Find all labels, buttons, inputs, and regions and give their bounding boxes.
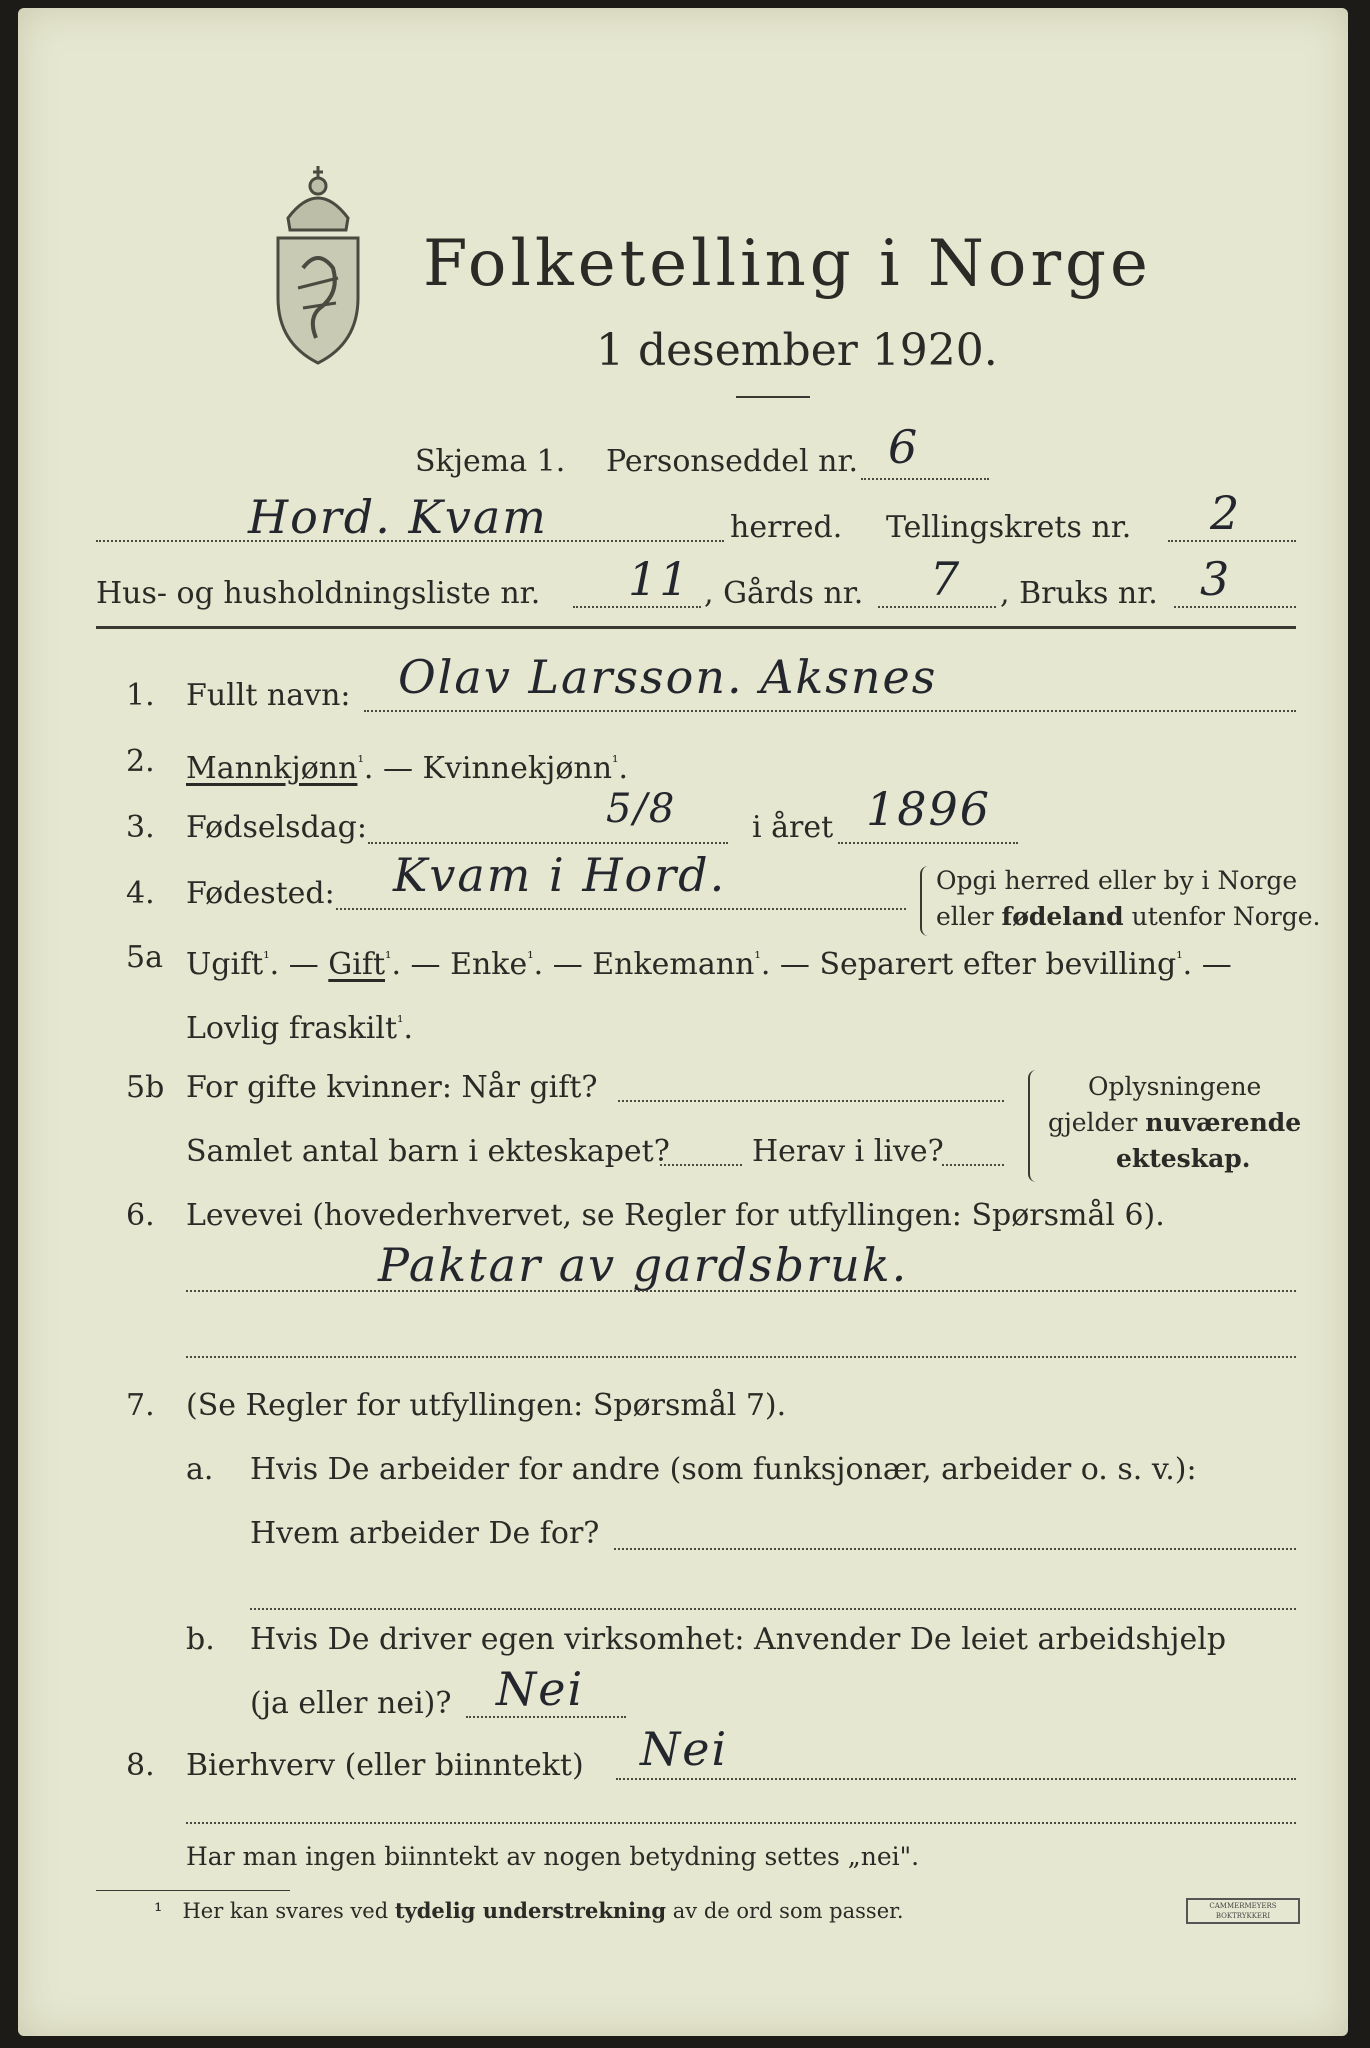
bruks-value: 3: [1200, 552, 1232, 606]
tellingskrets-line: [1168, 540, 1296, 542]
q4-label: Fødested:: [186, 876, 335, 911]
hus-value: 11: [628, 552, 691, 606]
q2-female-option: Kvinnekjønn: [422, 751, 613, 786]
q5a-separert: Separert efter bevilling: [819, 947, 1177, 982]
q5b-line2a: Samlet antal barn i ekteskapet?: [186, 1134, 670, 1169]
q6-label: Levevei (hovederhvervet, se Regler for utfyllingen: Spørsmål 6).: [186, 1198, 1165, 1233]
q5b-note-line2: [1048, 1108, 1301, 1138]
q7a-letter: a.: [186, 1452, 214, 1487]
q5a-fraskilt-line: Lovlig fraskilt$^{^1}$.: [186, 1011, 413, 1046]
personseddel-line: [861, 478, 989, 480]
q5b-note2-bold: nuværende: [1145, 1108, 1302, 1137]
q5a-gift: Gift: [328, 947, 386, 982]
q7b-value: Nei: [496, 1662, 585, 1716]
q5a-sep-4: —: [779, 947, 810, 982]
bruks-label: , Bruks nr.: [1000, 576, 1158, 611]
bruks-line: [1174, 606, 1296, 608]
q8-label: Bierhverv (eller biinntekt): [186, 1748, 584, 1783]
q7b-line: [466, 1716, 626, 1718]
q5a-enke: Enke: [450, 947, 528, 982]
q4-number: 4.: [126, 876, 155, 911]
q2-options: Mannkjønn$^{^1}$. — Kvinnekjønn$^{^1}$.: [186, 751, 628, 786]
q2-number: 2.: [126, 744, 155, 779]
q1-line: [364, 710, 1296, 712]
q5b-number: 5b: [126, 1070, 165, 1105]
footnote-rule: [96, 1890, 290, 1891]
q5b-line2b: Herav i live?: [752, 1134, 944, 1169]
q4-note-line2: [936, 902, 1320, 932]
q6-line2: [186, 1356, 1296, 1358]
hus-label: Hus- og husholdningsliste nr.: [96, 576, 541, 611]
census-form: [18, 8, 1348, 2036]
q5b-note2-part1: gjelder: [1048, 1108, 1146, 1137]
header-rule: [96, 626, 1296, 629]
q1-value: Olav Larsson. Aksnes: [398, 650, 938, 704]
herred-label: herred.: [730, 510, 843, 545]
q5a-sep-1: —: [288, 947, 319, 982]
q7a-question: Hvem arbeider De for?: [250, 1516, 600, 1551]
title-divider: [736, 396, 810, 398]
q7b-letter: b.: [186, 1622, 215, 1657]
q3-number: 3.: [126, 810, 155, 845]
form-date: 1 desember 1920.: [596, 325, 998, 376]
q3-label: Fødselsdag:: [186, 810, 367, 845]
herred-line: [96, 540, 724, 542]
q5a-sep-5: —: [1201, 947, 1232, 982]
stamp-line2: BOKTRYKKERI: [1215, 1912, 1271, 1920]
q4-note-line1: Opgi herred eller by i Norge: [936, 866, 1298, 895]
q5b-brace: [1028, 1070, 1038, 1182]
q3-value: 5/8: [606, 786, 677, 832]
q5b-line1: For gifte kvinner: Når gift?: [186, 1070, 598, 1105]
q3-year-value: 1896: [866, 782, 992, 836]
q5a-fraskilt: Lovlig fraskilt: [186, 1011, 398, 1046]
q8-line: [616, 1778, 1296, 1780]
q5b-line2a-dots: [660, 1164, 742, 1166]
footer-note: Har man ingen biinntekt av nogen betydning settes „nei".: [186, 1842, 920, 1871]
herred-value: Hord. Kvam: [248, 490, 548, 544]
q6-value: Paktar av gardsbruk.: [378, 1238, 909, 1292]
q5a-number: 5a: [126, 940, 163, 975]
hus-line: [573, 606, 701, 608]
coat-of-arms-icon: [258, 158, 378, 368]
q8-value: Nei: [640, 1722, 729, 1776]
q4-note2-bold: fødeland: [1001, 902, 1124, 931]
q2-separator: —: [382, 751, 413, 786]
q7b-text: Hvis De driver egen virksomhet: Anvender De leiet arbeidshjelp: [250, 1622, 1227, 1657]
q5a-sep-3: —: [552, 947, 583, 982]
q7a-line1: [614, 1548, 1296, 1550]
q4-brace: [920, 866, 930, 936]
footnote: [154, 1898, 904, 1924]
q5b-note-line1: Oplysningene: [1088, 1072, 1262, 1101]
personseddel-label: Personseddel nr.: [606, 444, 859, 479]
q5b-note-line3: ekteskap.: [1116, 1144, 1251, 1173]
q5b-line1-dots: [618, 1100, 1004, 1102]
q4-note2-part1: eller: [936, 902, 1002, 931]
footnote-part3: av de ord som passer.: [666, 1899, 904, 1923]
gards-label: , Gårds nr.: [704, 576, 864, 611]
form-title: Folketelling i Norge: [423, 227, 1152, 301]
gards-line: [878, 606, 996, 608]
q5a-options: Ugift$^{^1}$. — Gift$^{^1}$. — Enke$^{^1}$. — Enkemann$^{^1}$. — Separert efter bevilling$^{^1}$. —: [186, 947, 1232, 982]
q7-number: 7.: [126, 1388, 155, 1423]
q7-label: (Se Regler for utfyllingen: Spørsmål 7).: [186, 1388, 787, 1423]
footnote-bold: tydelig understrekning: [394, 1898, 667, 1923]
q8-number: 8.: [126, 1748, 155, 1783]
q6-number: 6.: [126, 1198, 155, 1233]
footnote-mark: ¹: [154, 1899, 163, 1923]
footnote-part1: Her kan svares ved: [182, 1899, 395, 1923]
printer-stamp: [1186, 1898, 1300, 1924]
q1-number: 1.: [126, 678, 155, 713]
q3-line: [368, 842, 728, 844]
q7a-text: Hvis De arbeider for andre (som funksjonær, arbeider o. s. v.):: [250, 1452, 1197, 1487]
q4-line: [336, 908, 906, 910]
q7a-line2: [250, 1608, 1296, 1610]
q1-label: Fullt navn:: [186, 678, 351, 713]
q3-year-line: [838, 842, 1018, 844]
tellingskrets-value: 2: [1210, 486, 1242, 540]
q5a-ugift: Ugift: [186, 947, 264, 982]
q4-value: Kvam i Hord.: [393, 848, 727, 902]
q4-note2-part3: utenfor Norge.: [1123, 902, 1321, 931]
personseddel-value: 6: [888, 420, 920, 474]
q5a-sep-2: —: [410, 947, 441, 982]
q3-year-label: i året: [752, 810, 834, 845]
q2-male-option: Mannkjønn: [186, 751, 358, 786]
q8-line2: [186, 1822, 1296, 1824]
q7b-question: (ja eller nei)?: [250, 1686, 452, 1721]
q5b-line2b-dots: [942, 1164, 1004, 1166]
tellingskrets-label: Tellingskrets nr.: [886, 510, 1132, 545]
schema-label: Skjema 1.: [415, 444, 566, 479]
gards-value: 7: [930, 552, 962, 606]
q6-line1: [186, 1290, 1296, 1292]
stamp-line1: CAMMERMEYERS: [1209, 1902, 1277, 1910]
q5a-enkemann: Enkemann: [592, 947, 755, 982]
